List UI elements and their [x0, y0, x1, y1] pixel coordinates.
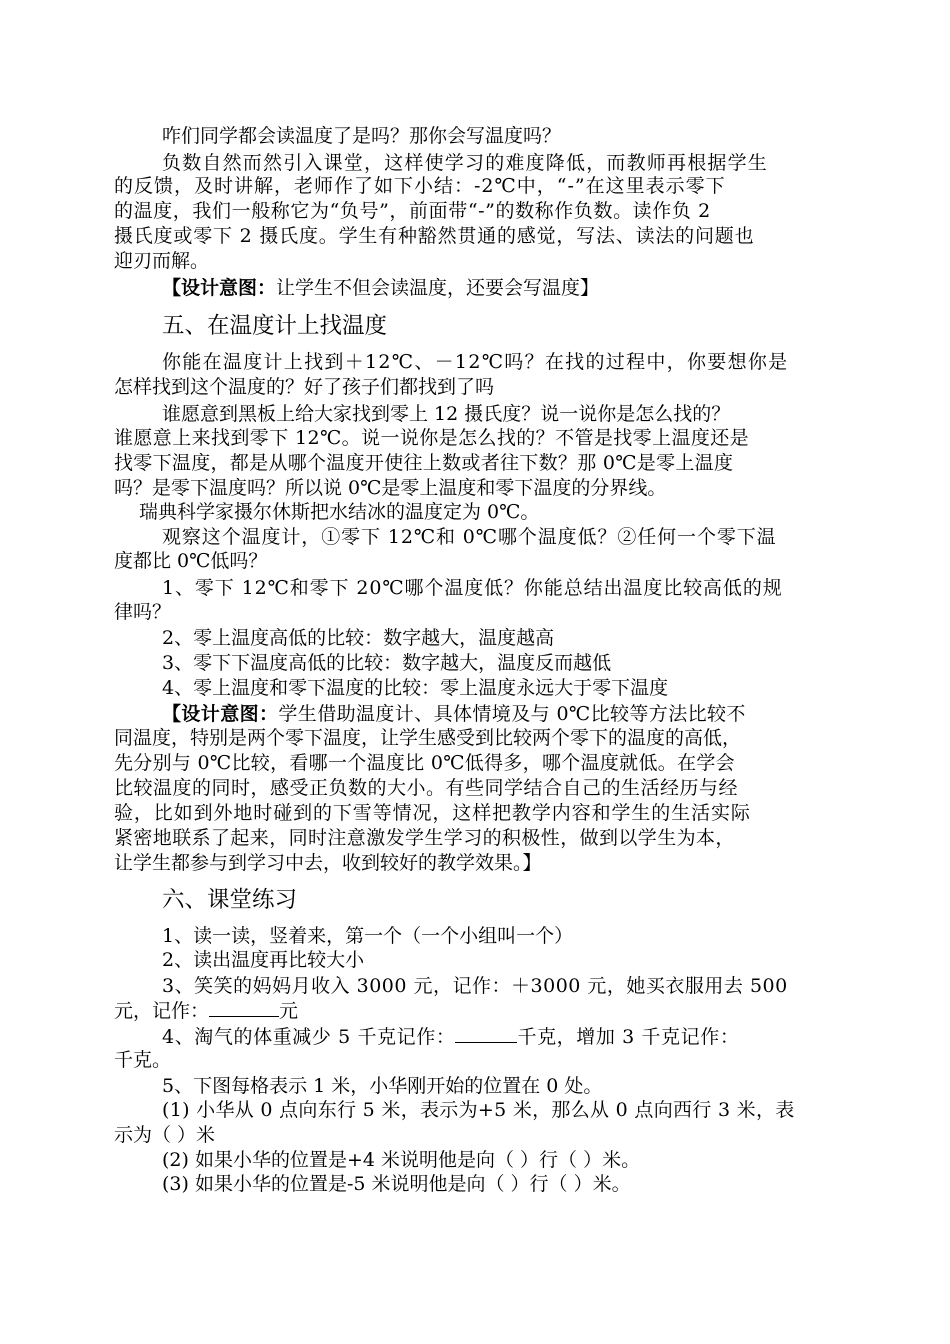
paragraph-line: 先分别与 0℃比较，看哪一个温度比 0℃低得多，哪个温度就低。在学会 [114, 752, 735, 774]
paragraph-line: 找零下温度，都是从哪个温度开使往上数或者往下数？那 0℃是零上温度 [114, 452, 734, 474]
exercise-text: 元 [279, 1000, 299, 1022]
exercise-line: 3、笑笑的妈妈月收入 3000 元，记作：＋3000 元，她买衣服用去 500 [162, 975, 788, 997]
paragraph-line: 比较温度的同时，感受正负数的大小。有些同学结合自己的生活经历与经 [114, 777, 739, 799]
paragraph-line: 谁愿意上来找到零下 12℃。说一说你是怎么找的？不管是找零上温度还是 [114, 427, 750, 449]
exercise-text: 元，记作： [114, 1000, 210, 1022]
paragraph-line: 吗？是零下温度吗？所以说 0℃是零上温度和零下温度的分界线。 [114, 477, 667, 499]
paragraph-line: 怎样找到这个温度的？好了孩子们都找到了吗 [114, 376, 495, 398]
paragraph-line: 度都比 0℃低吗？ [114, 550, 268, 572]
exercise-line [114, 998, 298, 1023]
exercise-line: 5、下图每格表示 1 米，小华刚开始的位置在 0 处。 [162, 1075, 603, 1097]
answer-blank[interactable] [455, 1024, 517, 1043]
paragraph-line: 1、零下 12℃和零下 20℃哪个温度低？你能总结出温度比较高低的规 [162, 577, 783, 599]
paragraph-line: 迎刃而解。 [114, 250, 210, 272]
paragraph-line: 让学生都参与到学习中去，收到较好的教学效果。】 [114, 852, 542, 874]
paragraph-line: 的温度，我们一般称它为“负号”，前面带“-”的数称作负数。读作负 2 [114, 200, 711, 222]
exercise-line: 2、读出温度再比较大小 [162, 949, 365, 971]
paragraph-line: 4、零上温度和零下温度的比较：零上温度永远大于零下温度 [162, 677, 669, 699]
design-intent-label: 【设计意图： [162, 703, 279, 725]
paragraph-line: 瑞典科学家摄尔休斯把水结冰的温度定为 0℃。 [139, 501, 540, 523]
paragraph-line: 3、零下下温度高低的比较：数字越大，温度反而越低 [162, 652, 612, 674]
exercise-text: 千克，增加 3 千克记作： [517, 1026, 740, 1048]
section-heading: 六、课堂练习 [162, 887, 298, 913]
paragraph-line: 同温度，特别是两个零下温度，让学生感受到比较两个零下的温度的高低， [114, 727, 742, 749]
section-heading: 五、在温度计上找温度 [162, 313, 388, 339]
paragraph-line: 咋们同学都会读温度了是吗？那你会写温度吗？ [162, 125, 562, 147]
exercise-line [162, 1024, 739, 1049]
answer-blank[interactable] [209, 998, 279, 1017]
paragraph-line: 紧密地联系了起来，同时注意激发学生学习的积极性，做到以学生为本， [114, 827, 735, 849]
design-intent-text: 学生借助温度计、具体情境及与 0℃比较等方法比较不 [278, 703, 746, 725]
exercise-line: 示为（ ）米 [114, 1124, 216, 1146]
design-intent-note [162, 702, 746, 726]
exercise-line: (1) 小华从 0 点向东行 5 米，表示为+5 米，那么从 0 点向西行 3 米，表 [162, 1099, 795, 1121]
paragraph-line: 你能在温度计上找到＋12℃、－12℃吗？在找的过程中，你要想你是 [162, 351, 789, 373]
design-intent-text: 让学生不但会读温度，还要会写温度】 [276, 277, 600, 299]
paragraph-line: 谁愿意到黑板上给大家找到零上 12 摄氏度？说一说你是怎么找的？ [162, 403, 731, 425]
exercise-line: 1、读一读，竖着来，第一个（一个小组叫一个） [162, 925, 574, 947]
paragraph-line: 验，比如到外地时碰到的下雪等情况，这样把教学内容和学生的生活实际 [114, 802, 751, 824]
exercise-text: 4、淘气的体重减少 5 千克记作： [162, 1026, 456, 1048]
paragraph-line: 负数自然而然引入课堂，这样使学习的难度降低，而教师再根据学生 [162, 152, 769, 174]
paragraph-line: 观察这个温度计，①零下 12℃和 0℃哪个温度低？②任何一个零下温 [162, 526, 777, 548]
paragraph-line: 2、零上温度高低的比较：数字越大，温度越高 [162, 627, 555, 649]
design-intent-label: 【设计意图： [162, 277, 277, 299]
paragraph-line: 摄氏度或零下 2 摄氏度。学生有种豁然贯通的感觉，写法、读法的问题也 [114, 225, 755, 247]
paragraph-line: 律吗？ [114, 601, 172, 623]
exercise-line: (2) 如果小华的位置是+4 米说明他是向（ ）行（ ）米。 [162, 1149, 641, 1171]
design-intent-note [162, 276, 599, 300]
exercise-line: 千克。 [114, 1049, 172, 1071]
paragraph-line: 的反馈，及时讲解，老师作了如下小结：-2℃中，“-”在这里表示零下 [114, 175, 726, 197]
exercise-line: (3) 如果小华的位置是-5 米说明他是向（ ）行（ ）米。 [162, 1173, 631, 1195]
